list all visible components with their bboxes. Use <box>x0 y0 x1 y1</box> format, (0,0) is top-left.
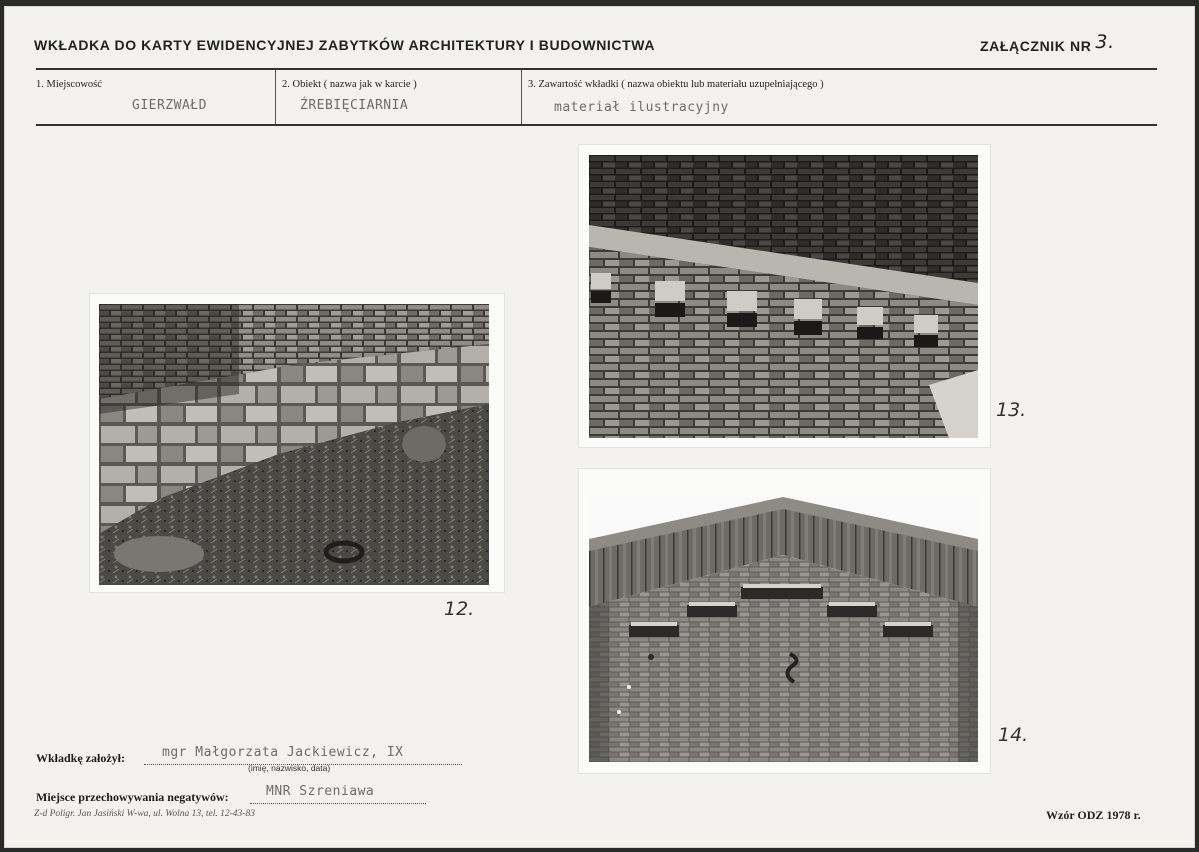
field-separator <box>275 70 276 124</box>
content-label: 3. Zawartość wkładki ( nazwa obiektu lub materiału uzupełniającego ) <box>528 79 824 90</box>
photo-12-number: 12. <box>444 598 475 620</box>
stone-foundation-photo-icon <box>99 304 489 585</box>
form-model: Wzór ODZ 1978 r. <box>1046 808 1141 822</box>
brick-cornice-photo-icon <box>589 155 978 438</box>
object-value: ŹREBIĘCIARNIA <box>300 98 409 113</box>
photo-14 <box>579 469 990 773</box>
header-rule-top <box>36 68 1157 70</box>
field-separator <box>521 70 522 124</box>
author-label: Wkładkę założył: <box>36 751 125 765</box>
document-title: WKŁADKA DO KARTY EWIDENCYJNEJ ZABYTKÓW ARCHITEKTURY I BUDOWNICTWA <box>34 37 656 53</box>
content-value: materiał ilustracyjny <box>554 100 729 115</box>
annex-label <box>980 31 1115 56</box>
photo-13-number: 13. <box>996 399 1027 421</box>
annex-number: 3. <box>1095 31 1115 53</box>
locality-label: 1. Miejscowość <box>36 79 102 90</box>
photo-13 <box>579 145 990 447</box>
printer-imprint: Z-d Poligr. Jan Jasiński W-wa, ul. Wolna 13, tel. 12-43-83 <box>34 809 255 819</box>
author-value: mgr Małgorzata Jackiewicz, IX <box>162 745 404 760</box>
photo-12 <box>90 294 504 592</box>
storage-dotted-line <box>250 803 426 804</box>
storage-value: MNR Szreniawa <box>266 784 375 799</box>
photo-14-number: 14. <box>998 724 1029 746</box>
author-hint: (imię, nazwisko, data) <box>248 763 331 773</box>
brick-gable-photo-icon <box>589 497 978 762</box>
storage-label: Miejsce przechowywania negatywów: <box>36 790 229 804</box>
locality-value: GIERZWAŁD <box>132 98 207 113</box>
annex-label-text: ZAŁĄCZNIK NR <box>980 38 1092 54</box>
object-label: 2. Obiekt ( nazwa jak w karcie ) <box>282 79 417 90</box>
record-sheet <box>4 6 1195 848</box>
header-rule-bottom <box>36 124 1157 126</box>
